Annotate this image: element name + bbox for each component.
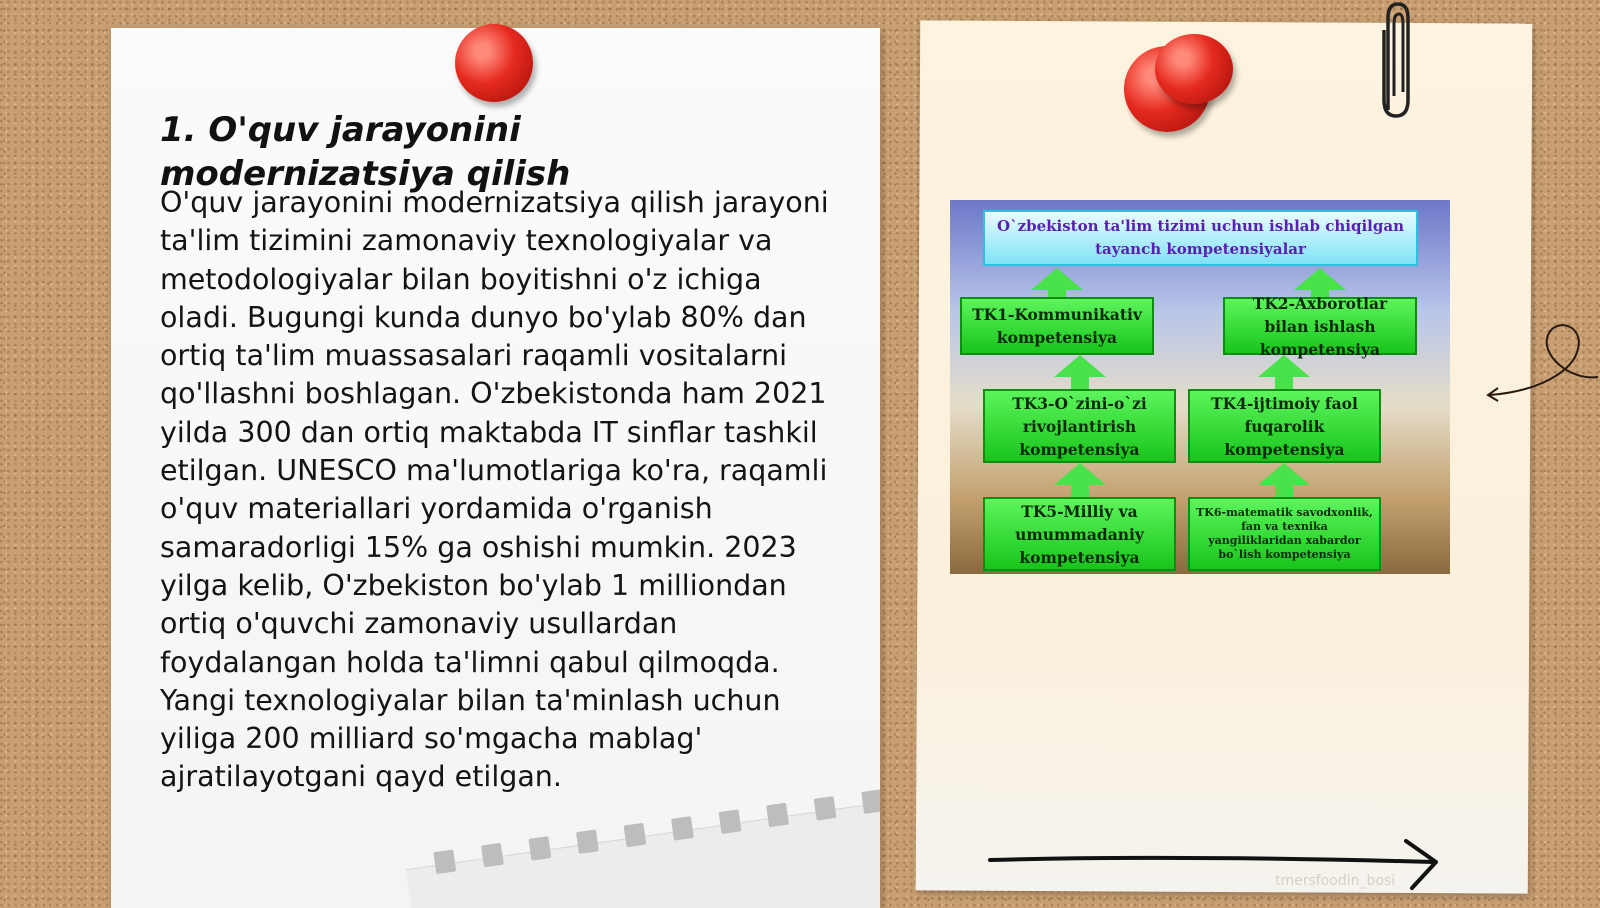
tk4-box: TK4-ijtimoiy faol fuqarolik kompetensiya	[1188, 389, 1381, 463]
up-arrow-icon	[1031, 268, 1083, 290]
push-pin-icon	[1155, 34, 1233, 104]
tear-tooth	[719, 809, 742, 834]
tear-tooth	[766, 803, 789, 828]
push-pin-icon	[455, 24, 533, 102]
watermark-text: tmersfoodin_bosi	[1275, 873, 1396, 889]
up-arrow-icon	[1275, 483, 1293, 497]
tear-tooth	[624, 823, 647, 848]
up-arrow-icon	[1275, 375, 1293, 389]
tk5-box: TK5-Milliy va umummadaniy kompetensiya	[983, 497, 1176, 571]
slide-body-text: O'quv jarayonini modernizatsiya qilish jarayoni ta'lim tizimini zamonaviy texnologiyalar va metodologiyalar bilan boyitishni o'z ichiga oladi. Bugungi kunda dunyo bo'ylab 80% dan ortiq ta'lim muassasalari raqamli vositalarni qo'llashni boshlagan. O'zbekistonda ham 2021 yilda 300 dan ortiq maktabda IT sinflar tashkil etilgan. UNESCO ma'lumotlariga ko'ra, raqamli o'quv materiallari yordamida o'rganish samaradorligi 15% ga oshishi mumkin. 2023 yilga kelib, O'zbekiston bo'ylab 1 milliondan ortiq o'quvchi zamonaviy usullardan foydalangan holda ta'limni qabul qilmoqda. Yangi texnologiyalar bilan ta'minlash uchun yiliga 200 milliard so'mgacha mablag' ajratilayotgani qayd etilgan.	[160, 186, 829, 794]
up-arrow-icon	[1071, 483, 1089, 497]
tear-tooth	[481, 843, 504, 868]
up-arrow-icon	[1258, 355, 1310, 377]
tk1-box: TK1-Kommunikativ kompetensiya	[960, 297, 1154, 355]
tear-tooth	[528, 836, 551, 861]
tk3-box: TK3-O`zini-o`zi rivojlantirish kompetensiya	[983, 389, 1176, 463]
up-arrow-icon	[1054, 463, 1106, 485]
up-arrow-icon	[1054, 355, 1106, 377]
up-arrow-icon	[1258, 463, 1310, 485]
competency-diagram-image	[950, 200, 1450, 574]
scribble-arrow-icon	[1480, 315, 1600, 405]
tear-tooth	[671, 816, 694, 841]
tk2-box: TK2-Axborotlar bilan ishlash kompetensiya	[1223, 297, 1417, 355]
tear-tooth	[433, 850, 456, 875]
tear-tooth	[576, 829, 599, 854]
tk6-box: TK6-matematik savodxonlik, fan va texnika yangiliklaridan xabardor bo`lish kompetensiya	[1188, 497, 1381, 571]
left-paper-card	[111, 28, 880, 908]
torn-strip	[405, 786, 880, 908]
paperclip-icon	[1378, 0, 1412, 122]
tear-tooth	[814, 796, 837, 821]
up-arrow-icon	[1294, 268, 1346, 290]
tear-tooth	[861, 789, 880, 814]
diagram-header: O`zbekiston ta'lim tizimi uchun ishlab chiqilgan tayanch kompetensiyalar	[983, 210, 1418, 266]
up-arrow-icon	[1071, 375, 1089, 389]
slide-title: 1. O'quv jarayonini modernizatsiya qilish	[160, 110, 571, 194]
